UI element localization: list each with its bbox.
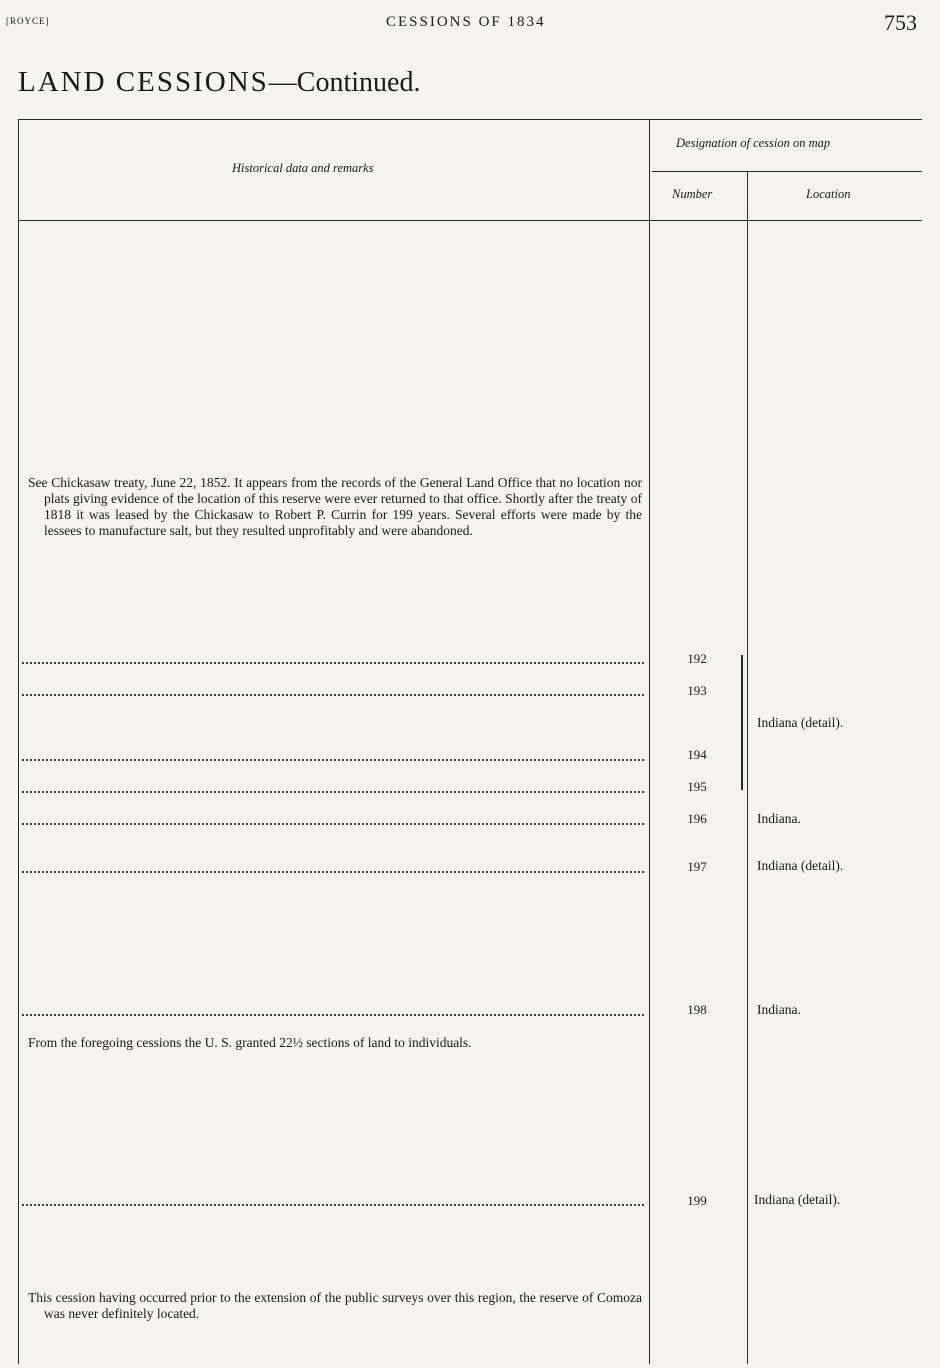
leader-dots	[22, 1204, 644, 1206]
running-title: CESSIONS OF 1834	[386, 14, 546, 30]
cession-location: Indiana.	[757, 811, 801, 826]
remark-chickasaw-text: See Chickasaw treaty, June 22, 1852. It appears from the records of the General Land Office that no location nor plats giving evidence of the location of this reserve were ever returned to that office. Shortly after the treaty of 1818 it was leased by the Chickasaw to Robert P. Currin for 199 years. Several efforts were made by the lessees to manufacture salt, but they resulted unprofitably and were abandoned.	[28, 475, 642, 538]
leader-dots	[22, 823, 644, 825]
remark-comoza-text: This cession having occurred prior to the extension of the public surveys over this region, the reserve of Comoza was never definitely located.	[28, 1290, 642, 1321]
number-column-header: Number	[672, 187, 713, 201]
remark-chickasaw	[28, 475, 642, 539]
leader-dots	[22, 791, 644, 793]
number-column-rule	[747, 172, 748, 1364]
cession-number: 192	[687, 651, 707, 666]
leader-dots	[22, 694, 644, 696]
cession-number: 199	[687, 1193, 707, 1208]
cession-number: 193	[687, 683, 707, 698]
page-number: 753	[884, 10, 917, 35]
leader-dots	[22, 759, 644, 761]
cession-number: 195	[687, 779, 707, 794]
leader-dots	[22, 1014, 644, 1016]
author-header: [ROYCE]	[6, 16, 50, 26]
cession-location: Indiana (detail).	[757, 858, 844, 873]
designation-column-header: Designation of cession on map	[676, 136, 831, 150]
remarks-column-rule	[649, 119, 650, 1364]
section-title-main: LAND CESSIONS	[18, 66, 269, 98]
cession-number: 194	[687, 747, 707, 762]
cession-number: 198	[687, 1002, 707, 1017]
location-column-header: Location	[806, 187, 851, 201]
remark-comoza	[28, 1290, 642, 1322]
cession-location: Indiana (detail).	[757, 715, 844, 730]
designation-subheader-rule	[652, 171, 922, 172]
section-title-continued: —Continued.	[268, 67, 421, 98]
leader-dots	[22, 871, 644, 873]
header-bottom-rule	[18, 220, 922, 221]
leader-dots	[22, 662, 644, 664]
remarks-column-header: Historical data and remarks	[232, 161, 374, 175]
remark-foregoing	[28, 1035, 642, 1051]
remark-foregoing-text: From the foregoing cessions the U. S. granted 22½ sections of land to individuals.	[28, 1035, 472, 1050]
table-top-rule	[18, 119, 922, 120]
table-left-rule	[18, 119, 19, 1364]
cession-location: Indiana (detail).	[754, 1192, 841, 1207]
group-bracket	[741, 655, 743, 790]
section-title	[18, 66, 420, 99]
cession-number: 196	[687, 811, 707, 826]
cession-location: Indiana.	[757, 1002, 801, 1017]
cession-number: 197	[687, 859, 707, 874]
